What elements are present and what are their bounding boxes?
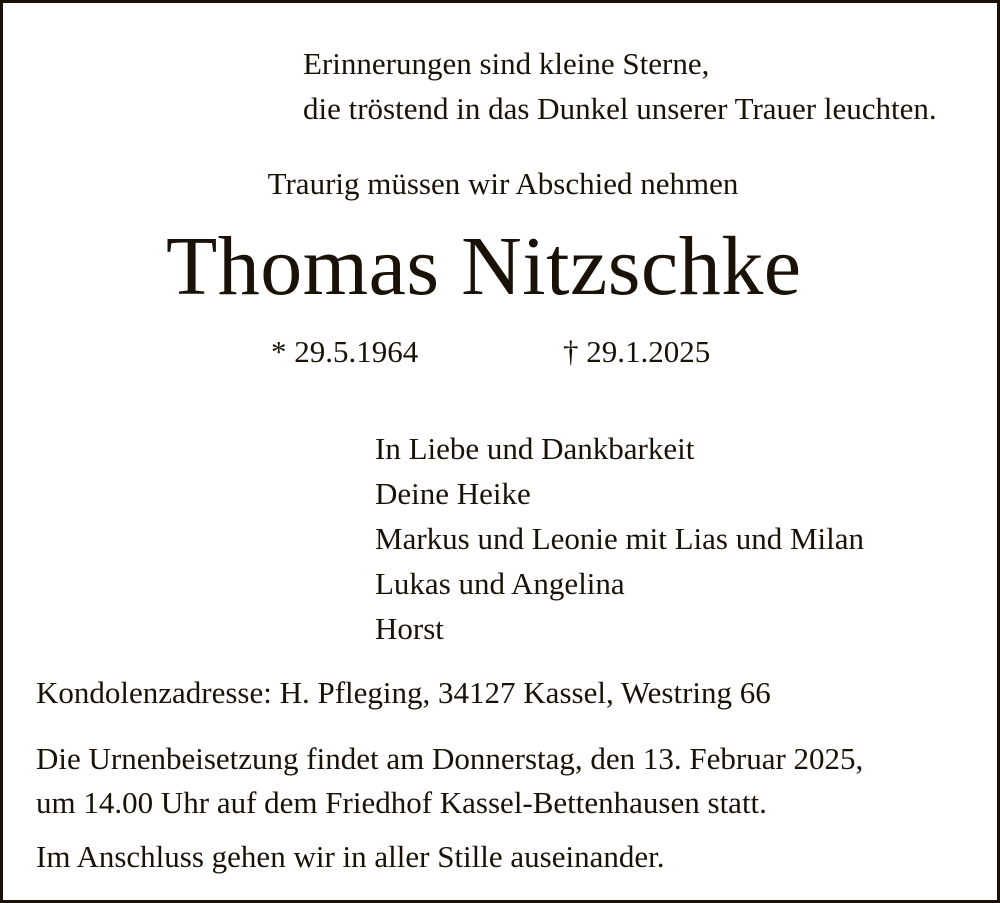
deceased-name: Thomas Nitzschke bbox=[166, 220, 802, 313]
mourner-line: In Liebe und Dankbarkeit bbox=[375, 431, 695, 466]
mourner-line: Lukas und Angelina bbox=[375, 566, 625, 601]
burial-line-2: um 14.00 Uhr auf dem Friedhof Kassel-Bettenhausen statt. bbox=[36, 785, 767, 820]
memorial-quote bbox=[303, 41, 937, 131]
mourners-list bbox=[375, 426, 864, 651]
quote-line-1: Erinnerungen sind kleine Sterne, bbox=[303, 46, 710, 81]
intro-text bbox=[3, 168, 1000, 199]
mourner-line: Markus und Leonie mit Lias und Milan bbox=[375, 521, 865, 556]
burial-line-1: Die Urnenbeisetzung findet am Donnerstag, den 13. Februar 2025, bbox=[36, 741, 864, 776]
quote-line-2: die tröstend in das Dunkel unserer Trauer leuchten. bbox=[303, 91, 937, 126]
mourner-line: Deine Heike bbox=[375, 476, 531, 511]
intro-label: Traurig müssen wir Abschied nehmen bbox=[267, 166, 739, 201]
birth-date: * 29.5.1964 bbox=[271, 334, 419, 369]
burial-info bbox=[36, 737, 863, 825]
death-date: † 29.1.2025 bbox=[563, 334, 711, 369]
closing-text: Im Anschluss gehen wir in aller Stille auseinander. bbox=[36, 839, 665, 874]
mourner-line: Horst bbox=[375, 611, 444, 646]
condolence-address: Kondolenzadresse: H. Pfleging, 34127 Kassel, Westring 66 bbox=[36, 675, 771, 710]
